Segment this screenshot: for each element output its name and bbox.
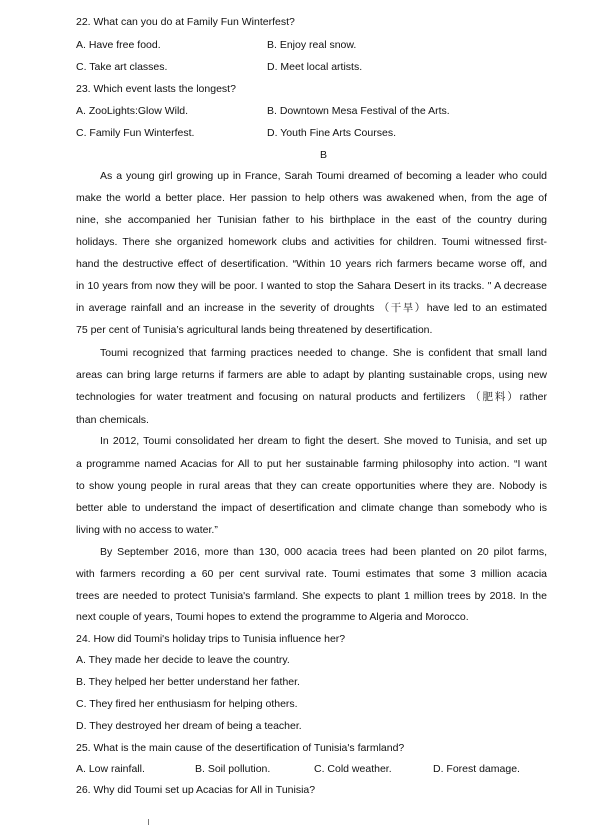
passage-line: As a young girl growing up in France, Sarah Toumi dreamed of becoming a leader who could bbox=[100, 170, 547, 182]
passage-line: better able to understand the impact of desertification and climate change than somebody who is bbox=[76, 502, 547, 514]
question-22: 22. What can you do at Family Fun Winterfest? bbox=[76, 16, 295, 28]
option-22b: B. Enjoy real snow. bbox=[267, 39, 357, 51]
page-mark bbox=[148, 819, 149, 825]
section-heading: B bbox=[319, 149, 327, 161]
passage-line: with farmers recording a 60 per cent survival rate. Toumi estimates that some 3 million acacia bbox=[76, 568, 547, 580]
question-24: 24. How did Toumi's holiday trips to Tunisia influence her? bbox=[76, 633, 346, 645]
passage-line: to show young people in rural areas that they can create opportunities where they are. Nobody is bbox=[76, 480, 547, 492]
passage-line: nine, she accompanied her Tunisian father to his birthplace in the east of the country during bbox=[76, 214, 547, 226]
passage-line: holidays. There she organized homework clubs and activities for children. Toumi witnessed first- bbox=[76, 236, 547, 248]
passage-line: living with no access to water.” bbox=[76, 524, 218, 536]
option-24c: C. They fired her enthusiasm for helping others. bbox=[76, 698, 298, 710]
passage-line: in average rainfall and an increase in the severity of droughts （干旱）have led to an estimated bbox=[76, 302, 547, 314]
option-23d: D. Youth Fine Arts Courses. bbox=[267, 127, 396, 139]
option-24b: B. They helped her better understand her father. bbox=[76, 676, 300, 688]
option-23b: B. Downtown Mesa Festival of the Arts. bbox=[267, 105, 450, 117]
question-26: 26. Why did Toumi set up Acacias for All in Tunisia? bbox=[76, 784, 316, 796]
option-24a: A. They made her decide to leave the country. bbox=[76, 654, 290, 666]
passage-line: 75 per cent of Tunisia’s agricultural lands being threatened by desertification. bbox=[76, 324, 433, 336]
passage-line: make the world a better place. Her passion to help others was awakened when, from the age of bbox=[76, 192, 547, 204]
option-23c: C. Family Fun Winterfest. bbox=[76, 127, 195, 139]
option-24d: D. They destroyed her dream of being a teacher. bbox=[76, 720, 302, 732]
passage-line: Toumi recognized that farming practices needed to change. She is confident that small land bbox=[100, 347, 547, 359]
question-25: 25. What is the main cause of the desertification of Tunisia's farmland? bbox=[76, 742, 405, 754]
option-22a: A. Have free food. bbox=[76, 39, 161, 51]
passage-line: By September 2016, more than 130, 000 acacia trees had been planted on 20 pilot farms, bbox=[100, 546, 547, 558]
passage-line: In 2012, Toumi consolidated her dream to fight the desert. She moved to Tunisia, and set up bbox=[100, 435, 547, 447]
option-23a: A. ZooLights:Glow Wild. bbox=[76, 105, 189, 117]
passage-line: technologies for water treatment and focusing on natural products and fertilizers （肥料）rather bbox=[76, 391, 547, 403]
option-25d: D. Forest damage. bbox=[433, 763, 520, 775]
option-25b: B. Soil pollution. bbox=[195, 763, 271, 775]
option-22d: D. Meet local artists. bbox=[267, 61, 363, 73]
passage-line: a programme named Acacias for All to put her sustainable farming philosophy into action. “I want bbox=[76, 458, 547, 470]
passage-line: hand the destructive effect of desertification. “Within 10 years rich farmers became worse off, and bbox=[76, 258, 547, 270]
option-25c: C. Cold weather. bbox=[314, 763, 392, 775]
passage-line: areas can bring large returns if farmers are able to adapt by planting sustainable crops, using new bbox=[76, 369, 547, 381]
passage-line: than chemicals. bbox=[76, 414, 149, 426]
passage-line: trees are needed to protect Tunisia's farmland. She expects to plant 1 million trees by 2018. In the bbox=[76, 590, 547, 602]
question-23: 23. Which event lasts the longest? bbox=[76, 83, 236, 95]
option-22c: C. Take art classes. bbox=[76, 61, 168, 73]
passage-line: in 10 years from now they will be poor. I wanted to stop the Sahara Desert in its tracks. " A decrease bbox=[76, 280, 547, 292]
option-25a: A. Low rainfall. bbox=[76, 763, 145, 775]
passage-line: next couple of years, Toumi hopes to extend the programme to Algeria and Morocco. bbox=[76, 611, 469, 623]
